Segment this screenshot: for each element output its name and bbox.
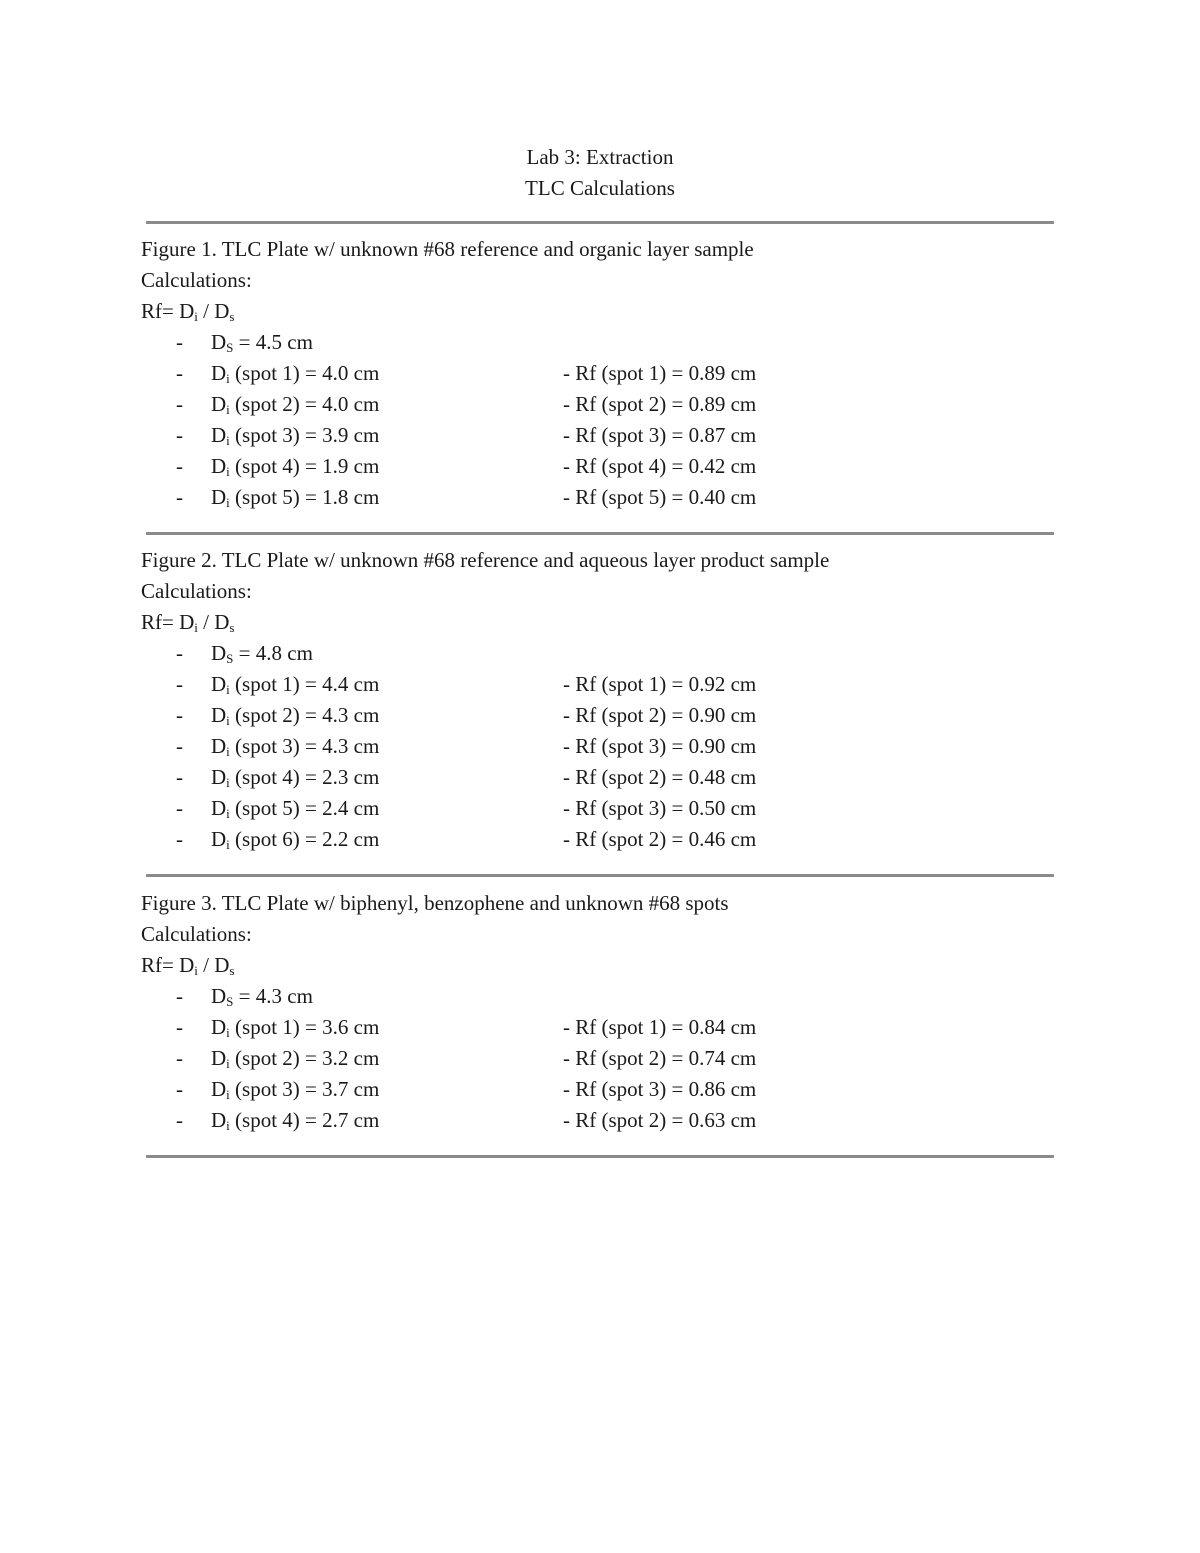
- page-header: [0, 142, 1200, 204]
- calc-row: - $D_i$ (spot 2) = 4.3 cm - Rf (spot 2) = 0.90 cm: [176, 703, 757, 728]
- ds-row: - $D_S = 4.8$ cm: [176, 641, 313, 666]
- figure-caption: Figure 1. TLC Plate w/ unknown #68 reference and organic layer sample: [141, 237, 754, 261]
- section-figure-3: [141, 888, 1101, 1136]
- section-figure-2: [141, 545, 1101, 855]
- divider: [146, 221, 1054, 224]
- ds-row: - $D_S = 4.3$ cm: [176, 984, 313, 1009]
- page-subtitle: TLC Calculations: [525, 176, 675, 200]
- divider: [146, 1155, 1054, 1158]
- calc-row: - $D_i$ (spot 1) = 4.0 cm - Rf (spot 1) = 0.89 cm: [176, 361, 757, 386]
- ds-row: - $D_S = 4.5$ cm: [176, 330, 313, 355]
- calc-row: - $D_i$ (spot 5) = 1.8 cm - Rf (spot 5) = 0.40 cm: [176, 485, 757, 510]
- calc-row: - $D_i$ (spot 5) = 2.4 cm - Rf (spot 3) = 0.50 cm: [176, 796, 757, 821]
- rf-formula: $Rf= D_i / D_s$: [141, 299, 235, 324]
- calculations-label: Calculations:: [141, 579, 252, 603]
- calc-row: - $D_i$ (spot 4) = 2.7 cm - Rf (spot 2) = 0.63 cm: [176, 1108, 757, 1133]
- calc-row: - $D_i$ (spot 3) = 3.7 cm - Rf (spot 3) = 0.86 cm: [176, 1077, 757, 1102]
- figure-caption: Figure 2. TLC Plate w/ unknown #68 reference and aqueous layer product sample: [141, 548, 830, 572]
- calc-row: - $D_i$ (spot 1) = 4.4 cm - Rf (spot 1) = 0.92 cm: [176, 672, 757, 697]
- figure-caption: Figure 3. TLC Plate w/ biphenyl, benzophene and unknown #68 spots: [141, 891, 729, 915]
- calc-row: - $D_i$ (spot 3) = 3.9 cm - Rf (spot 3) = 0.87 cm: [176, 423, 757, 448]
- calc-row: - $D_i$ (spot 2) = 3.2 cm - Rf (spot 2) = 0.74 cm: [176, 1046, 757, 1071]
- rf-formula: $Rf= D_i / D_s$: [141, 953, 235, 978]
- calc-row: - $D_i$ (spot 3) = 4.3 cm - Rf (spot 3) = 0.90 cm: [176, 734, 757, 759]
- divider: [146, 874, 1054, 877]
- calc-row: - $D_i$ (spot 4) = 2.3 cm - Rf (spot 2) = 0.48 cm: [176, 765, 757, 790]
- divider: [146, 532, 1054, 535]
- calculations-label: Calculations:: [141, 268, 252, 292]
- page-title: Lab 3: Extraction: [526, 145, 674, 169]
- section-figure-1: [141, 234, 1101, 513]
- calc-row: - $D_i$ (spot 6) = 2.2 cm - Rf (spot 2) = 0.46 cm: [176, 827, 757, 852]
- calculations-label: Calculations:: [141, 922, 252, 946]
- calc-row: - $D_i$ (spot 2) = 4.0 cm - Rf (spot 2) = 0.89 cm: [176, 392, 757, 417]
- rf-formula: $Rf= D_i / D_s$: [141, 610, 235, 635]
- calc-row: - $D_i$ (spot 1) = 3.6 cm - Rf (spot 1) = 0.84 cm: [176, 1015, 757, 1040]
- calc-row: - $D_i$ (spot 4) = 1.9 cm - Rf (spot 4) = 0.42 cm: [176, 454, 757, 479]
